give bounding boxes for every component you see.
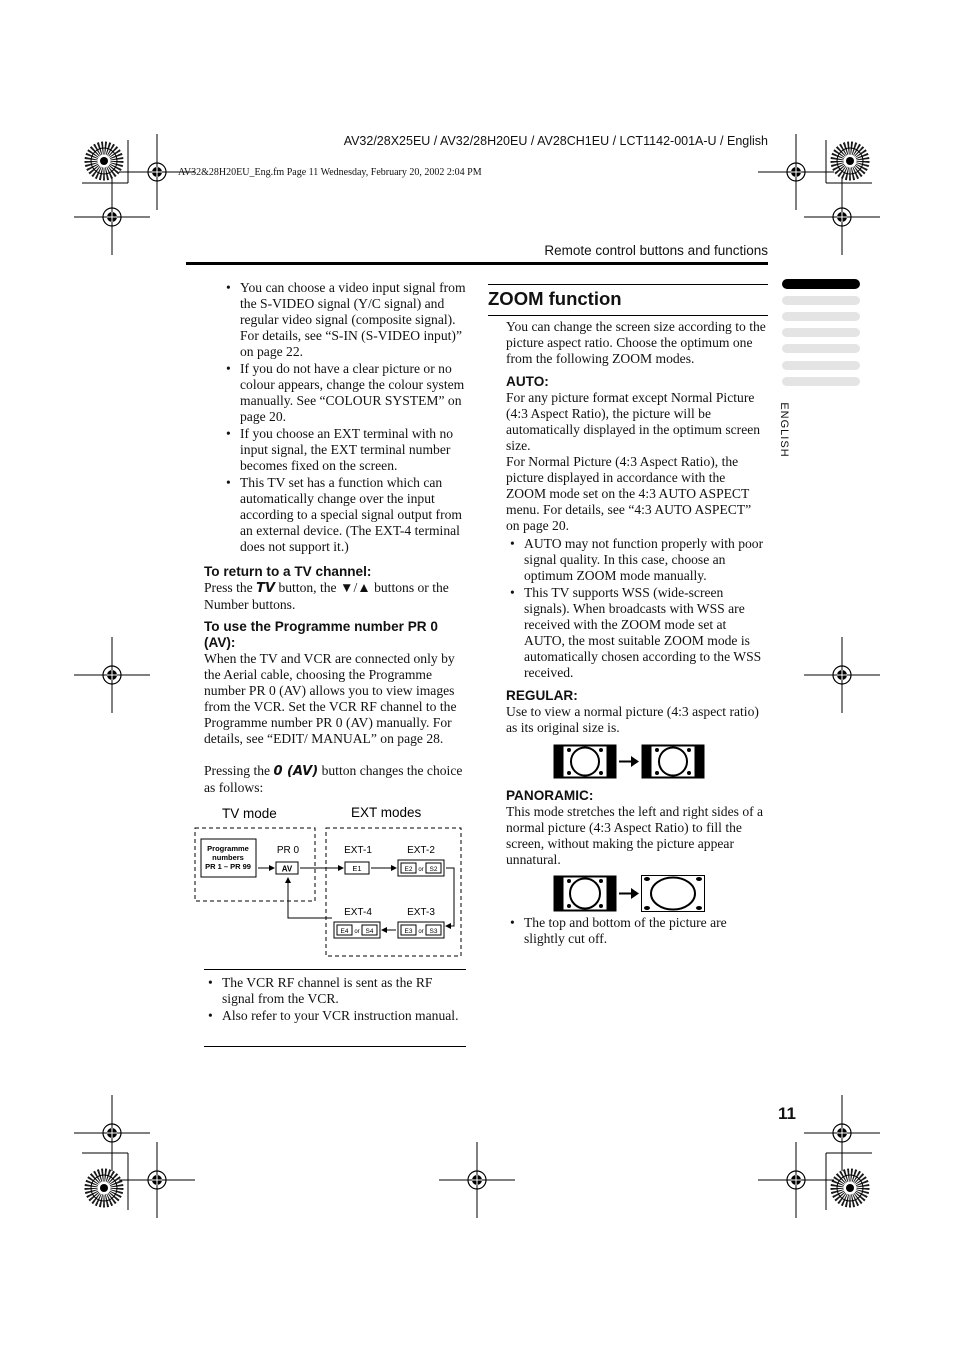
pr0-heading: To use the Programme number PR 0 (AV): [204, 619, 438, 650]
e4-text: E4 [340, 928, 349, 935]
page-number: 11 [778, 1104, 796, 1123]
list-item: • This TV supports WSS (wide-screen signals). When broadcasts with WSS are received with the ZOOM mode set at AUTO, the most suitable ZOOM mode is automatically chosen according to the WSS received. [506, 585, 768, 681]
pr0-text-2b: button changes the choice as follows: [204, 763, 463, 795]
e2-text: E2 [404, 866, 413, 873]
file-info: AV32&28H20EU_Eng.fm Page 11 Wednesday, February 20, 2002 2:04 PM [178, 167, 482, 178]
pr0-label: PR 0 [276, 845, 300, 856]
list-item: • This TV set has a function which can automatically change over the input according to a special signal output from an external device. (The EXT-4 terminal does not support it.) [222, 475, 467, 555]
regular-mode-illustration [553, 744, 706, 780]
programme-label-3: PR 1 – PR 99 [205, 862, 251, 871]
tv-mode-label: TV mode [222, 806, 277, 821]
regular-heading: REGULAR: [506, 688, 578, 703]
return-heading: To return to a TV channel: [204, 564, 372, 579]
programme-label-2: numbers [212, 853, 244, 862]
programme-label-1: Programme [207, 844, 249, 853]
s3-text: S3 [429, 928, 438, 935]
ext4-label: EXT-4 [344, 907, 372, 918]
auto-heading: AUTO: [506, 374, 549, 389]
return-text-b: button, the ▼/▲ buttons or the Number buttons. [204, 580, 449, 612]
language-tab [782, 344, 860, 353]
auto-text-2: For Normal Picture (4:3 Aspect Ratio), the picture displayed in accordance with the ZOOM mode set on the 4:3 AUTO ASPECT menu. For details, see “4:3 AUTO ASPECT” on page 20. [506, 454, 752, 533]
ext3-label: EXT-3 [407, 907, 435, 918]
panoramic-heading: PANORAMIC: [506, 788, 594, 803]
zoom-intro: You can change the screen size according to the picture aspect ratio. Choose the optimum one from the following ZOOM modes. [506, 319, 766, 366]
channel-cycle-diagram [190, 800, 470, 962]
ext-modes-label: EXT modes [351, 805, 422, 820]
av-button-label: 0 (AV) [273, 764, 319, 779]
pr0-text: When the TV and VCR are connected only by the Aerial cable, choosing the Programme number PR 0 (AV) allows you to view images from the VCR. Set the VCR RF channel to the Programme number PR 0 (AV) manually. For details, see “EDIT/ MANUAL” on page 28. [204, 651, 457, 746]
notes [204, 975, 466, 1025]
list-item: • Also refer to your VCR instruction manual. [204, 1008, 466, 1024]
language-tab [782, 377, 860, 386]
regular-text: Use to view a normal picture (4:3 aspect ratio) as its original size is. [506, 704, 759, 735]
panoramic-bullets [506, 915, 768, 948]
model-header: AV32/28X25EU / AV32/28H20EU / AV28CH1EU / LCT1142-001A-U / English [343, 134, 768, 148]
header-rule [186, 262, 768, 265]
notes-top-rule [204, 969, 466, 970]
list-item: • AUTO may not function properly with poor signal quality. In this case, choose an optimum ZOOM mode manually. [506, 536, 768, 584]
left-bullets [222, 280, 467, 556]
auto-text-1: For any picture format except Normal Picture (4:3 Aspect Ratio), the picture will be automatically displayed in the optimum screen size. [506, 390, 761, 453]
list-item: • If you choose an EXT terminal with no input signal, the EXT terminal number becomes fixed on the screen. [222, 426, 467, 474]
zoom-title-underline [488, 315, 768, 316]
zoom-title: ZOOM function [488, 288, 622, 309]
language-tab-active [782, 279, 860, 289]
ext2-label: EXT-2 [407, 845, 435, 856]
list-item: • The top and bottom of the picture are slightly cut off. [506, 915, 768, 947]
panoramic-mode-illustration [553, 875, 706, 913]
or-text: or [418, 867, 424, 873]
language-tab [782, 312, 860, 321]
s2-text: S2 [429, 866, 438, 873]
list-item: • The VCR RF channel is sent as the RF signal from the VCR. [204, 975, 466, 1007]
ext1-label: EXT-1 [344, 845, 372, 856]
language-label: ENGLISH [778, 402, 790, 458]
or-text: or [418, 929, 424, 935]
pr0-text-2a: Pressing the [204, 763, 274, 778]
language-tab [782, 296, 860, 305]
language-tab [782, 361, 860, 370]
section-title: Remote control buttons and functions [544, 243, 768, 258]
return-text-a: Press the [204, 580, 257, 595]
auto-bullets [506, 536, 768, 682]
s4-text: S4 [365, 928, 374, 935]
list-item: • If you do not have a clear picture or no colour appears, change the colour system manually. See “COLOUR SYSTEM” on page 20. [222, 361, 467, 425]
panoramic-text: This mode stretches the left and right sides of a normal picture (4:3 Aspect Ratio) to fill the screen, without making the picture appear unnatural. [506, 804, 764, 867]
list-item: • You can choose a video input signal from the S-VIDEO signal (Y/C signal) and regular video signal (composite signal). For details, see “S-IN (S-VIDEO input)” on page 22. [222, 280, 467, 360]
notes-bottom-rule [204, 1046, 466, 1047]
pr0-text-2 [204, 763, 468, 796]
e3-text: E3 [404, 928, 413, 935]
language-tab [782, 328, 860, 337]
e1-text: E1 [352, 864, 362, 873]
zoom-title-rule [488, 284, 768, 285]
tv-button-label: TV [256, 581, 276, 596]
return-text [204, 580, 466, 613]
av-indicator-text: AV [281, 864, 293, 874]
or-text: or [354, 929, 360, 935]
